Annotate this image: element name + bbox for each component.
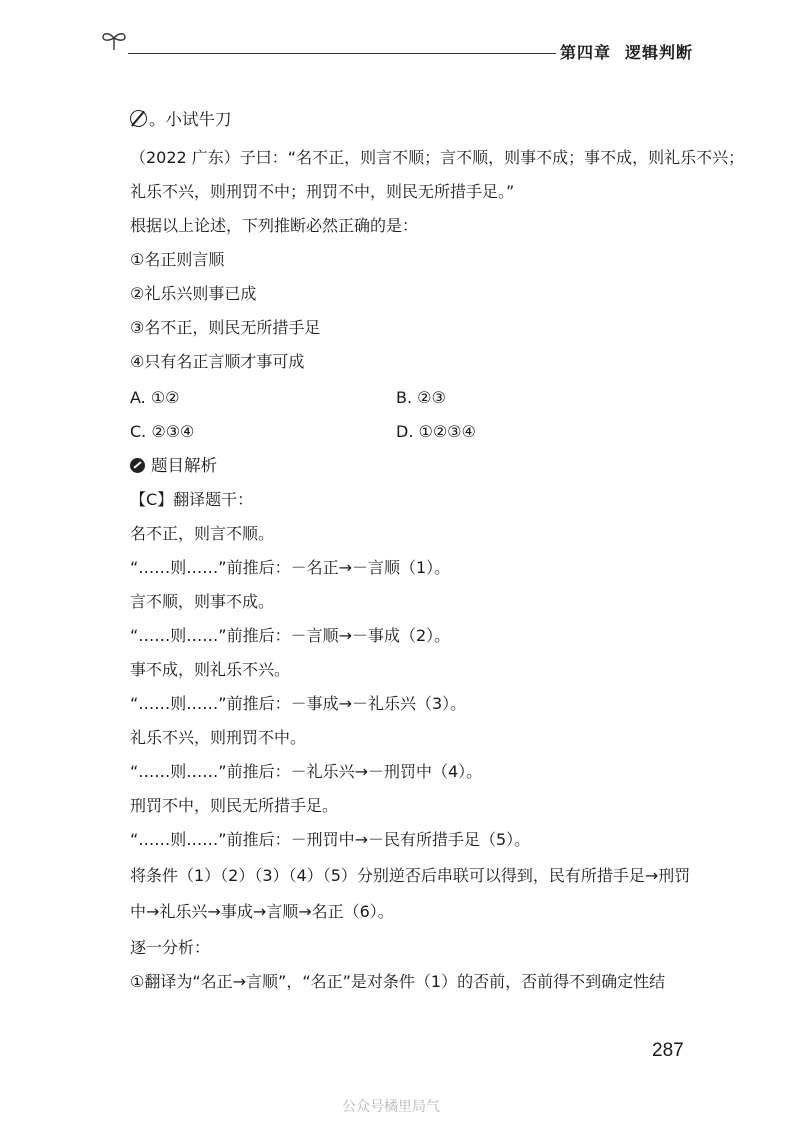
analysis-line-5: 事不成，则礼乐不兴。 bbox=[130, 660, 291, 679]
statement-2: ②礼乐兴则事已成 bbox=[130, 284, 257, 303]
analysis-line-4: “……则……”前推后：－言顺→－事成（2）。 bbox=[130, 626, 451, 645]
practice-icon bbox=[130, 110, 147, 127]
analysis-line-12: 中→礼乐兴→事成→言顺→名正（6）。 bbox=[130, 902, 394, 921]
sprout-icon bbox=[100, 28, 128, 52]
analysis-title: 题目解析 bbox=[151, 456, 217, 475]
analysis-heading bbox=[130, 456, 217, 476]
analysis-line-10: “……则……”前推后：－刑罚中→－民有所措手足（5）。 bbox=[130, 830, 531, 849]
page-number: 287 bbox=[652, 1040, 684, 1061]
analysis-line-6: “……则……”前推后：－事成→－礼乐兴（3）。 bbox=[130, 694, 467, 713]
analysis-line-14: ①翻译为“名正→言顺”，“名正”是对条件（1）的否前，否前得不到确定性结 bbox=[130, 972, 666, 991]
practice-heading: 。小试牛刀 bbox=[130, 110, 232, 130]
question-prompt: 根据以上论述，下列推断必然正确的是： bbox=[130, 216, 419, 235]
analysis-line-1: 名不正，则言不顺。 bbox=[130, 524, 275, 543]
answer-intro: 【C】翻译题干： bbox=[130, 490, 254, 509]
analysis-line-13: 逐一分析： bbox=[130, 938, 211, 957]
watermark: 公众号橘里局气 bbox=[342, 1099, 440, 1115]
header-title bbox=[560, 40, 693, 63]
statement-3: ③名不正，则民无所措手足 bbox=[130, 318, 321, 337]
analysis-line-11: 将条件（1）（2）（3）（4）（5）分别逆否后串联可以得到，民有所措手足→刑罚 bbox=[130, 866, 691, 885]
analysis-line-2: “……则……”前推后：－名正→－言顺（1）。 bbox=[130, 558, 451, 577]
analysis-line-3: 言不顺，则事不成。 bbox=[130, 592, 275, 611]
statement-4: ④只有名正言顺才事可成 bbox=[130, 352, 305, 371]
question-stem-line-2: 礼乐不兴，则刑罚不中；刑罚不中，则民无所措手足。” bbox=[130, 182, 515, 201]
analysis-line-7: 礼乐不兴，则刑罚不中。 bbox=[130, 728, 307, 747]
page-header bbox=[0, 0, 800, 80]
question-stem-line-1: （2022 广东）子曰：“名不正，则言不顺；言不顺，则事不成；事不成，则礼乐不兴； bbox=[130, 148, 745, 167]
option-d: D. ①②③④ bbox=[396, 422, 476, 441]
statement-1: ①名正则言顺 bbox=[130, 250, 225, 269]
header-divider bbox=[128, 53, 556, 54]
chapter-label: 第四章 bbox=[560, 43, 612, 62]
option-b: B. ②③ bbox=[396, 388, 446, 407]
analysis-icon bbox=[130, 458, 145, 473]
section-label: 逻辑判断 bbox=[625, 43, 694, 62]
analysis-line-9: 刑罚不中，则民无所措手足。 bbox=[130, 796, 339, 815]
option-a: A. ①② bbox=[130, 388, 180, 407]
option-c: C. ②③④ bbox=[130, 422, 195, 441]
practice-title: 小试牛刀 bbox=[165, 110, 232, 129]
analysis-line-8: “……则……”前推后：－礼乐兴→－刑罚中（4）。 bbox=[130, 762, 483, 781]
